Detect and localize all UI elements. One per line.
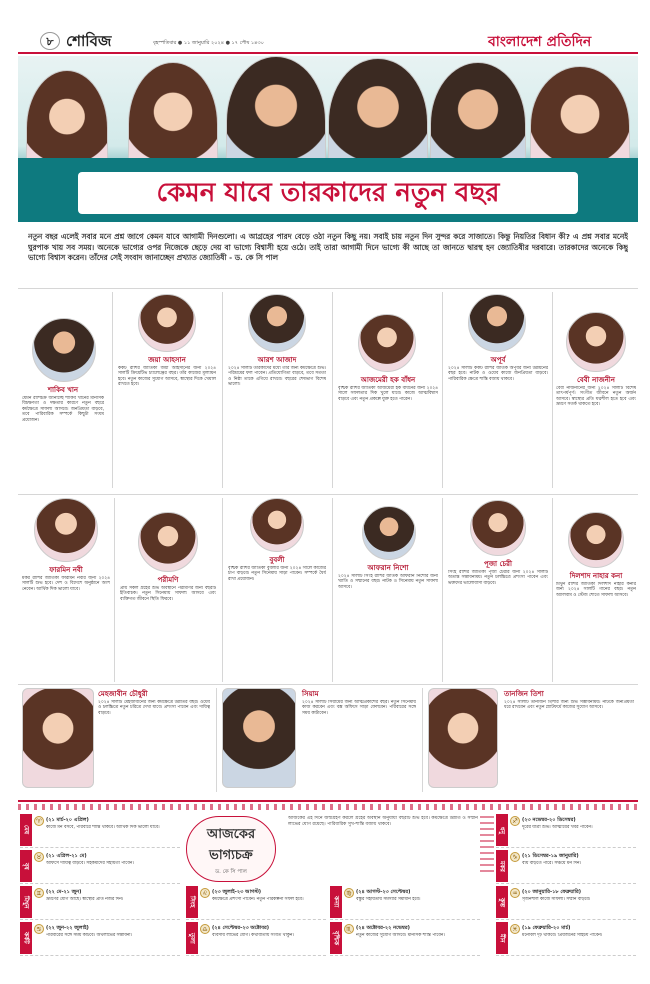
star-photo-9 xyxy=(250,498,304,552)
capricorn-icon: ♑ xyxy=(510,852,520,862)
star-card-8 xyxy=(120,512,216,682)
sign-dates: (২৪ সেপ্টেম্বর-২৩ অক্টোবর) xyxy=(212,925,270,931)
sign-label: তুলা xyxy=(186,922,198,954)
star-photo-10 xyxy=(362,506,416,560)
sign-pisces xyxy=(496,922,636,956)
star-text-4: বৃশ্চিক রাশির জাতিকা আজমেরী হক বাঁধনের জন্য ২০২৪ সালে সফলতার দিক খুলে যাবে। কাজে আত্মবিশ্বাস বাড়বে এবং নতুন প্রকল্পে যুক্ত হতে পারেন। xyxy=(338,386,438,402)
libra-icon: ♎ xyxy=(200,924,210,934)
star-name-5: অপূর্ব xyxy=(490,356,506,364)
divider xyxy=(216,688,217,792)
sign-label: সিংহ xyxy=(186,886,198,918)
gemini-icon: ♊ xyxy=(34,888,44,898)
sign-text: কাজে মন বসবে, পরিবারে শান্তি থাকবে। আর্থিক দিক ভালো যাবে। xyxy=(46,825,160,830)
star-text-13: ২০২৪ সালটি মেহজাবীনের জন্য কর্মক্ষেত্রে উন্নতির বছর। ওয়েব ও চলচ্চিত্রে নতুন চরিত্রে দেখা যাবে। প্রশংসা পাবেন এবং দায়িত্ব বাড়বে। xyxy=(98,700,210,716)
star-text-8: প্রায় সকল গ্রহের শুভ অবস্থানে পরীমণির জন্য বছরটি ইতিবাচক। নতুন সিনেমায় সাফল্য আসবে এবং ব্যক্তিগত জীবনে স্থিতি ফিরবে। xyxy=(120,586,216,602)
sign-text: দূরের যাত্রা শুভ। আত্মীয়ের খবর পাবেন। xyxy=(522,825,593,830)
horoscope-title-block xyxy=(186,816,276,882)
divider xyxy=(18,288,638,289)
divider xyxy=(222,498,223,682)
star-card-6 xyxy=(556,312,636,490)
star-name-3: আরশ আজাদ xyxy=(257,356,297,364)
horoscope-intro: আজকের এই দিনে জন্মগ্রহণ করলে গ্রহের অবস্থান অনুযায়ী বছরটি শুভ হবে। কর্মক্ষেত্রে উন্নতি ও সম্মান লাভের যোগ রয়েছে। পারিবারিক সুখ-শান্তি বজায় থাকবে। xyxy=(288,816,478,827)
sagittarius-icon: ♐ xyxy=(510,816,520,826)
star-text-3: ২০২৪ সালটি তারকাদের মধ্যে তাঁর জন্য কর্মক্ষেত্রে শুভ। পরিশ্রমের ফল পাবেন। প্রতিযোগিতা বাড়বে, তবে সততা ও নিষ্ঠা তাকে এগিয়ে রাখবে। বছরের শেষভাগ বিশেষ ভালো। xyxy=(228,366,326,388)
divider xyxy=(422,688,423,792)
star-name-6: বেবী নাজনীন xyxy=(577,376,615,384)
divider xyxy=(112,292,113,488)
divider xyxy=(222,292,223,488)
star-card-10 xyxy=(338,506,438,682)
star-photo-5 xyxy=(468,294,526,352)
sign-text: পরিবারের সঙ্গে সময় কাটবে। অর্থলাভের সম্ভাবনা। xyxy=(46,933,133,938)
star-name-15: তানজিন তিশা xyxy=(504,690,544,698)
star-name-14: সিয়াম xyxy=(302,690,319,698)
star-photo-6 xyxy=(566,312,626,372)
headline-band xyxy=(18,158,638,222)
date-line: বৃহস্পতিবার ● ১১ জানুয়ারি ২০২৪ ● ১৭ পৌষ ১৪৩০ xyxy=(153,40,264,46)
sign-dates: (২৩ নভেম্বর-২০ ডিসেম্বর) xyxy=(522,817,576,823)
star-photo-4 xyxy=(358,314,416,372)
sign-dates: (২১ ডিসেম্বর-১৯ জানুয়ারি) xyxy=(522,853,579,859)
star-text-11: সিংহ রাশির জাতিকা পূজা চেরীর জন্য ২০২৪ সালটি অত্যন্ত সম্ভাবনাময়। নতুন চলচ্চিত্রে প্রশংসা পাবেন এবং ভক্তদের ভালোবাসা বাড়বে। xyxy=(448,570,548,586)
divider xyxy=(18,684,638,685)
star-text-15: ২০২৪ সালটি তানজিন তিশার জন্য শুভ সম্ভাবনাময়। নাটকে জনপ্রিয়তা ধরে রাখবেন এবং নতুন প্ল্যাটফর্মে কাজের সুযোগ আসবে। xyxy=(504,700,634,711)
star-name-10: আফরান নিশো xyxy=(367,564,409,572)
sign-label: বৃশ্চিক xyxy=(330,922,342,954)
star-card-5 xyxy=(448,294,548,490)
sign-text: নতুন কাজের সুযোগ আসবে। মানসিক শান্তি পাবেন। xyxy=(356,933,445,938)
horoscope-section xyxy=(18,800,638,980)
star-photo-13 xyxy=(22,688,94,788)
star-photo-2 xyxy=(138,294,196,352)
sign-dates: (২৩ জুলাই-২৩ আগস্ট) xyxy=(212,889,262,895)
star-name-4: আজমেরী হক বাঁধন xyxy=(360,376,416,384)
sign-label: ধনু xyxy=(496,814,508,846)
star-card-3 xyxy=(228,294,326,490)
headline-box xyxy=(78,172,578,214)
star-name-11: পূজা চেরী xyxy=(484,560,512,568)
horoscope-byline: ড. কে সি পাল xyxy=(215,869,247,875)
star-card-9 xyxy=(228,498,326,682)
star-name-12: দিলশাদ নাহার কনা xyxy=(569,572,623,580)
page-number: ৮ xyxy=(40,32,60,50)
sign-cancer xyxy=(20,922,180,956)
virgo-icon: ♍ xyxy=(344,888,354,898)
sign-leo xyxy=(186,886,326,920)
taurus-icon: ♉ xyxy=(34,852,44,862)
sign-taurus xyxy=(20,850,180,884)
sign-label: বৃষ xyxy=(20,850,32,882)
sign-text: ব্যবসায় লাভের যোগ। কথাবার্তায় সংযত থাকুন। xyxy=(212,933,294,938)
dotted-border xyxy=(18,804,638,810)
sign-dates: (২৪ অক্টোবর-২২ নভেম্বর) xyxy=(356,925,410,931)
divider xyxy=(332,292,333,488)
star-photo-1 xyxy=(32,318,96,382)
sign-label: কর্কট xyxy=(20,922,32,954)
star-photo-8 xyxy=(138,512,198,572)
star-card-13 xyxy=(22,688,212,792)
aries-icon: ♈ xyxy=(34,816,44,826)
masthead: বাংলাদেশ প্রতিদিন xyxy=(488,34,592,50)
sign-dates: (২১ এপ্রিল-২১ মে) xyxy=(46,853,87,859)
star-card-2 xyxy=(118,294,216,490)
aquarius-icon: ♒ xyxy=(510,888,520,898)
horoscope-title-1: আজকের xyxy=(206,827,256,842)
star-text-6: বেবী নাজনীনের জন্য ২০২৪ সালটি বিশেষ তাৎপর্যপূর্ণ। সংগীত জীবনে নতুন অর্জন আসবে। স্বাস্থ্যের প্রতি যত্নশীল হতে হবে এবং ভ্রমণে সতর্ক থাকতে হবে। xyxy=(556,386,636,408)
page-header xyxy=(18,24,638,54)
leo-icon: ♌ xyxy=(200,888,210,898)
star-name-2: জয়া আহসান xyxy=(148,356,186,364)
sign-text: মনোবল দৃঢ় থাকবে। প্রিয়জনের সাহচর্য পাবেন। xyxy=(522,933,603,938)
section-name: শোবিজ xyxy=(66,32,112,50)
sign-label: মীন xyxy=(496,922,508,954)
star-photo-12 xyxy=(568,512,624,568)
sign-dates: (২২ জুন-২২ জুলাই) xyxy=(46,925,89,931)
sign-virgo xyxy=(330,886,480,920)
sign-scorpio xyxy=(330,922,480,956)
star-text-10: ২০২৪ সালটি সিংহ রাশির জাতক আফরান নিশোর জন্য খ্যাতি ও সম্মানের বছর। নাটক ও সিনেমায় নতুন সাফল্য আসবে। xyxy=(338,574,438,590)
sign-label: কন্যা xyxy=(330,886,342,918)
sign-text: বন্ধুর সহায়তায় সমস্যার সমাধান হবে। xyxy=(356,897,421,902)
star-card-15 xyxy=(428,688,636,792)
star-photo-7 xyxy=(34,498,98,562)
star-text-7: মকর রাশির জাতিকা ফারমিন নবীর জন্য ২০২৪ সালটি শুভ হবে। দেশ ও বিদেশে অনুষ্ঠানে অংশ নেবেন। আর্থিক দিক ভালো যাবে। xyxy=(22,576,110,592)
star-photo-3 xyxy=(248,294,306,352)
star-text-5: ২০২৪ সালটি কর্কট রাশির জাতক অপূর্বর জন্য উন্নয়নের বছর হবে। নাটক ও ওয়েব কাজে জনপ্রিয়তা বাড়বে। পারিবারিক ক্ষেত্রে শান্তি বজায় থাকবে। xyxy=(448,366,548,382)
sign-label: মেষ xyxy=(20,814,32,846)
star-name-13: মেহজাবীন চৌধুরী xyxy=(98,690,148,698)
horoscope-decoration xyxy=(480,816,494,876)
sign-aquarius xyxy=(496,886,636,920)
sign-gemini xyxy=(20,886,180,920)
intro-text: নতুন বছর এলেই সবার মনে প্রশ্ন জাগে কেমন যাবে আগামী দিনগুলো। এ আগ্রহের পারদ বেড়ে ওঠা নতুন কিছু নয়। সবাই চায় নতুন দিন সুন্দর করে সাজাতে। কিন্তু নিয়তির বিধান কী? এ প্রশ্ন সবার মনেই ঘুরপাক খায় সব সময়। অনেকে ভাগ্যের ওপর নিজেকে ছেড়ে দেয় বা ভাগ্যে বিশ্বাসী হয়ে ওঠে। তাই তারা আগামী দিনে ভাগ্যে কী আছে তা জানতে দ্বারস্থ হন জ্যোতিষীর দরবারে। তারকাদের অনেকে কিছু ভাগ্যে বিশ্বাস করেন। তাঁদের সেই সংবাদ জানাচ্ছেন প্রখ্যাত জ্যোতিষী - ড. কে সি পাল xyxy=(28,232,628,262)
sign-dates: (২১ মার্চ-২০ এপ্রিল) xyxy=(46,817,89,823)
sign-dates: (২৪ আগস্ট-২৩ সেপ্টেম্বর) xyxy=(356,889,411,895)
star-name-8: পরীমণি xyxy=(157,576,179,584)
divider xyxy=(18,494,638,495)
star-text-1: যেমন রাশিচক্র জানাচ্ছে শাকিব খানের মানসিক বিচক্ষণতা ও দক্ষতার কারণে নতুন বছরে কর্মক্ষেত্রে সাফল্য আসবে। জনপ্রিয়তা বাড়বে, তবে পারিবারিক সম্পর্কে কিছুটা সংযম প্রয়োজন। xyxy=(22,396,104,423)
sign-libra xyxy=(186,922,326,956)
star-card-11 xyxy=(448,500,548,682)
sign-capricorn xyxy=(496,850,636,884)
sign-text: অফিসে দায়িত্ব বাড়বে। সহকর্মীদের সহায়তা পাবেন। xyxy=(46,861,134,866)
star-text-2: কর্কট রাশির জাতিকা জয়া আহসানের জন্য ২০২৪ সালটি ক্রিয়েটিভ চ্যালেঞ্জের বছর। তাঁর কাজের মূল্যায়ন হবে। নতুন কাজের সুযোগ আসবে, স্বাস্থ্যের দিকে খেয়াল রাখতে হবে। xyxy=(118,366,216,388)
sign-sagittarius xyxy=(496,814,636,848)
scorpio-icon: ♏ xyxy=(344,924,354,934)
star-name-9: বুবলী xyxy=(269,556,285,564)
sign-dates: (১৯ ফেব্রুয়ারি-২০ মার্চ) xyxy=(522,925,571,931)
sign-label: মকর xyxy=(496,850,508,882)
divider xyxy=(114,498,115,682)
star-card-7 xyxy=(22,498,110,680)
pisces-icon: ♓ xyxy=(510,924,520,934)
star-name-1: শাকিব খান xyxy=(47,386,79,394)
star-card-12 xyxy=(556,512,636,682)
divider xyxy=(442,292,443,488)
sign-dates: (২০ জানুয়ারি-১৮ ফেব্রুয়ারি) xyxy=(522,889,582,895)
cancer-icon: ♋ xyxy=(34,924,44,934)
divider xyxy=(332,498,333,682)
star-photo-15 xyxy=(428,688,498,788)
star-card-1 xyxy=(22,318,104,488)
star-photo-14 xyxy=(222,688,296,788)
divider xyxy=(552,498,553,682)
star-card-4 xyxy=(338,314,438,490)
star-name-7: ফারমিন নবী xyxy=(49,566,83,574)
divider xyxy=(442,498,443,682)
sign-text: ব্যয় বাড়তে পারে। সঞ্চয়ে মন দিন। xyxy=(522,861,582,866)
star-text-14: ২০২৪ সালটি সিয়ামের জন্য আত্মপ্রকাশের বছর। নতুন সিনেমায় কাজ করবেন এবং বক্স অফিসে সাড়া ফেলবেন। পরিবারের সঙ্গে সময় কাটাবেন। xyxy=(302,700,416,716)
star-text-12: মিথুন রাশির জাতিকা দিলশাদ নাহার কনার জন্য ২০২৪ সালটি গানের বছর। নতুন অ্যালবাম ও স্টেজ শোতে সাফল্য আসবে। xyxy=(556,582,636,598)
star-photo-11 xyxy=(470,500,526,556)
sign-text: ভ্রমণের যোগ আছে। স্বাস্থ্যের প্রতি নজর দিন। xyxy=(46,897,124,902)
sign-aries xyxy=(20,814,180,848)
sign-text: সৃজনশীল কাজে সাফল্য। সম্মান বাড়বে। xyxy=(522,897,591,902)
headline: কেমন যাবে তারকাদের নতুন বছর xyxy=(156,178,500,208)
sign-text: কর্মক্ষেত্রে প্রশংসা পাবেন। নতুন পরিকল্পনা সফল হবে। xyxy=(212,897,304,902)
divider xyxy=(552,292,553,488)
sign-label: কুম্ভ xyxy=(496,886,508,918)
sign-label: মিথুন xyxy=(20,886,32,918)
horoscope-title-2: ভাগ্যচক্র xyxy=(209,848,253,863)
star-text-9: বৃশ্চিক রাশির জাতিকা বুবলীর জন্য ২০২৪ সালে কাজের চাপ বাড়বে। নতুন সিনেমায় সাড়া পাবেন। সম্পর্কে ধৈর্য রাখা প্রয়োজন। xyxy=(228,566,326,582)
star-card-14 xyxy=(222,688,418,792)
sign-dates: (২২ মে-২১ জুন) xyxy=(46,889,82,895)
